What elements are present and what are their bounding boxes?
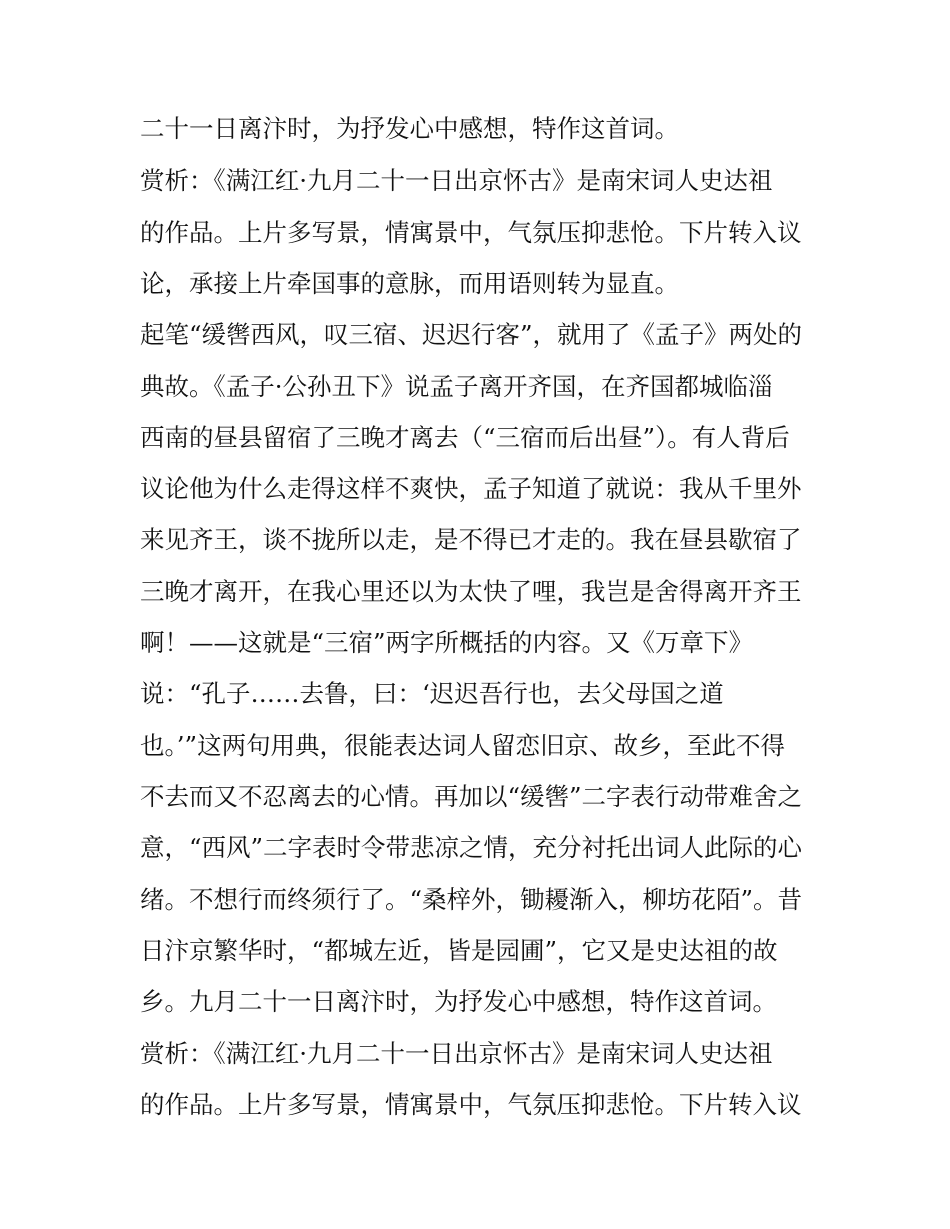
text-line: 也。’”这两句用典，很能表达词人留恋旧京、故乡，至此不得 — [140, 731, 786, 760]
text-line: 赏析：《满江红·九月二十一日出京怀古》是南宋词人史达祖 — [140, 1039, 773, 1068]
text-line: 不去而又不忍离去的心情。再加以“缓辔”二字表行动带难舍之 — [140, 782, 803, 811]
text-line: 三晚才离开，在我心里还以为太快了哩，我岂是舍得离开齐王 — [140, 577, 802, 606]
text-line: 来见齐王，谈不拢所以走，是不得已才走的。我在昼县歇宿了 — [140, 525, 802, 554]
text-line: 起笔“缓辔西风，叹三宿、迟迟行客”，就用了《孟子》两处的 — [140, 320, 803, 349]
text-line: 西南的昼县留宿了三晚才离去（“三宿而后出昼”）。有人背后 — [140, 423, 790, 452]
text-line: 的作品。上片多写景，情寓景中，气氛压抑悲怆。下片转入议 — [140, 218, 802, 247]
text-line: 赏析：《满江红·九月二十一日出京怀古》是南宋词人史达祖 — [140, 166, 773, 195]
text-line: 啊！——这就是“三宿”两字所概括的内容。又《万章下》 — [140, 628, 754, 657]
text-line: 典故。《孟子·公孙丑下》说孟子离开齐国，在齐国都城临淄 — [140, 372, 773, 401]
text-line: 日汴京繁华时，“都城左近，皆是园圃”，它又是史达祖的故 — [140, 936, 778, 965]
text-line: 论，承接上片牵国事的意脉，而用语则转为显直。 — [140, 269, 679, 298]
text-line: 意，“西风”二字表时令带悲凉之情，充分衬托出词人此际的心 — [140, 833, 803, 862]
text-line: 议论他为什么走得这样不爽快，孟子知道了就说：我从千里外 — [140, 474, 802, 503]
text-line: 二十一日离汴时，为抒发心中感想，特作这首词。 — [140, 114, 679, 143]
text-line: 乡。九月二十一日离汴时，为抒发心中感想，特作这首词。 — [140, 987, 777, 1016]
text-line: 绪。不想行而终须行了。“桑梓外，锄耰渐入，柳坊花陌”。昔 — [140, 885, 803, 914]
text-line: 说：“孔子……去鲁，曰：‘迟迟吾行也，去父母国之道 — [140, 679, 724, 708]
text-line: 的作品。上片多写景，情寓景中，气氛压抑悲怆。下片转入议 — [140, 1090, 802, 1119]
